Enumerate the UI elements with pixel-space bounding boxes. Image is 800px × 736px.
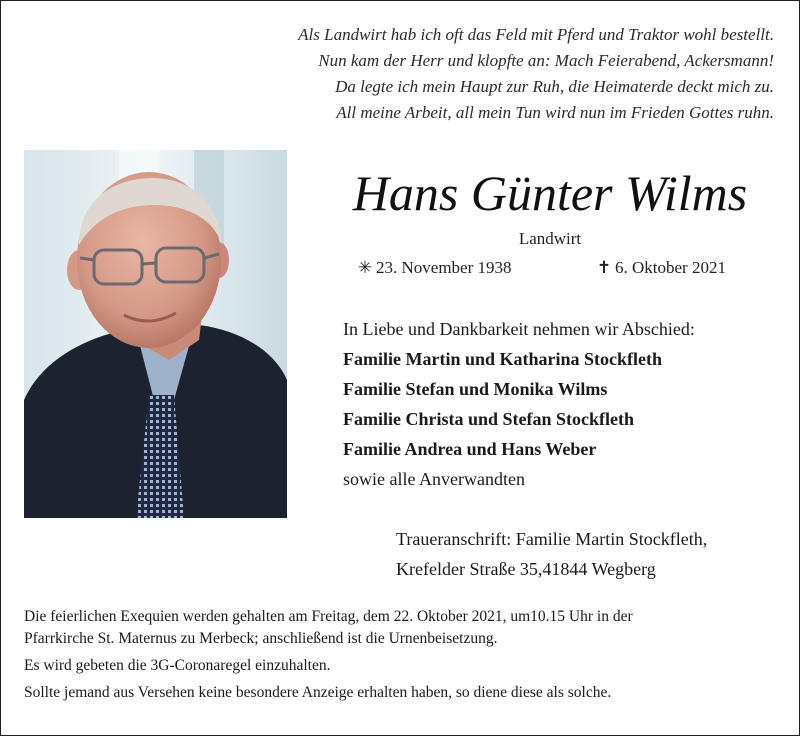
address-line: Traueranschrift: Familie Martin Stockfleth,: [396, 529, 708, 549]
deceased-name: Hans Günter Wilms: [352, 165, 748, 221]
star-icon: ✳: [357, 258, 373, 277]
address-line: Krefelder Straße 35,41844 Wegberg: [396, 559, 656, 579]
portrait-photo: [24, 150, 287, 518]
family-name: Familie Andrea und Hans Weber: [343, 439, 597, 459]
corona-note: Es wird gebeten die 3G-Coronaregel einzuhalten.: [24, 657, 331, 674]
service-info: [24, 606, 784, 650]
service-line: Die feierlichen Exequien werden gehalten am Freitag, dem 22. Oktober 2021, um10.15 Uhr in der: [24, 608, 633, 625]
birth-date: 23. November 1938: [376, 258, 512, 277]
mourners-intro: In Liebe und Dankbarkeit nehmen wir Abschied:: [343, 319, 695, 339]
footer-notes: [24, 606, 784, 709]
notice-note: Sollte jemand aus Versehen keine besondere Anzeige erhalten haben, so diene diese als solche.: [24, 684, 612, 701]
mourners-block: [343, 314, 695, 494]
family-name: Familie Christa und Stefan Stockfleth: [343, 409, 635, 429]
poem-line: Als Landwirt hab ich oft das Feld mit Pferd und Traktor wohl bestellt.: [298, 25, 774, 44]
service-line: Pfarrkirche St. Maternus zu Merbeck; anschließend ist die Urnenbeisetzung.: [24, 630, 498, 647]
birth-date-line: [356, 258, 512, 278]
poem-line: Nun kam der Herr und klopfte an: Mach Feierabend, Ackersmann!: [318, 51, 774, 70]
family-name: Familie Martin und Katharina Stockfleth: [343, 349, 662, 369]
cross-icon: ✝: [596, 258, 612, 277]
family-name: Familie Stefan und Monika Wilms: [343, 379, 608, 399]
mourning-address: [396, 524, 707, 584]
death-date-line: [595, 258, 726, 278]
poem: [174, 22, 774, 126]
poem-line: All meine Arbeit, all mein Tun wird nun im Frieden Gottes ruhn.: [336, 103, 774, 122]
death-date: 6. Oktober 2021: [615, 258, 726, 277]
occupation: Landwirt: [518, 229, 582, 248]
poem-line: Da legte ich mein Haupt zur Ruh, die Heimaterde deckt mich zu.: [335, 77, 774, 96]
mourners-closing: sowie alle Anverwandten: [343, 469, 525, 489]
